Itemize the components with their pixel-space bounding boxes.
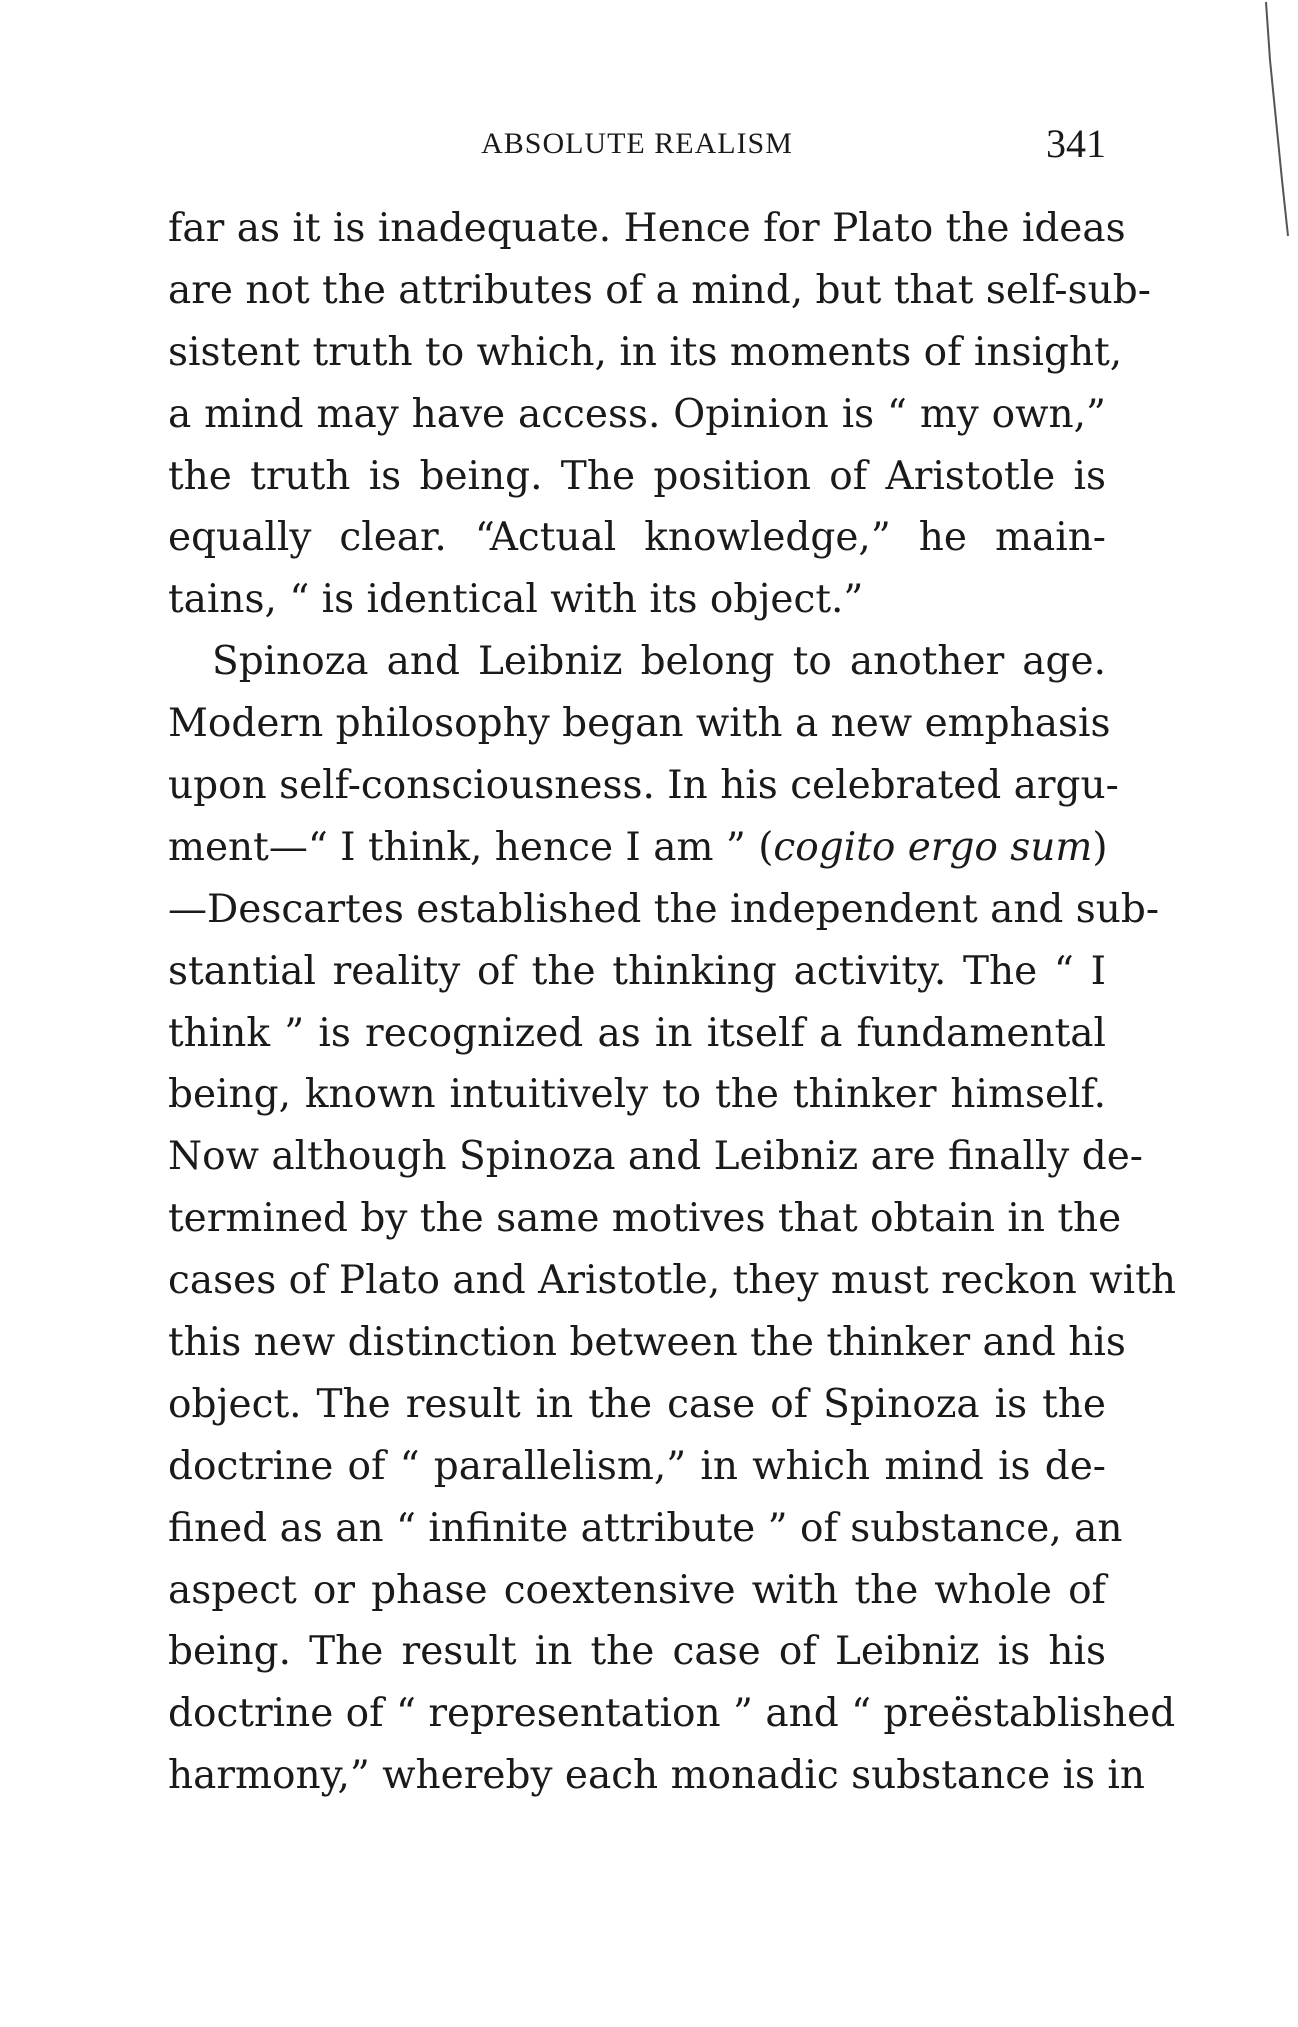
text-line: far as it is inadequate. Hence for Plato the ideas [168, 206, 1126, 251]
text-line: think ” is recognized as in itself a fundamental [168, 1010, 1106, 1056]
page-edge-shadow [1262, 0, 1292, 240]
text-line: aspect or phase coextensive with the whole of [168, 1567, 1106, 1613]
page-number: 341 [1046, 121, 1106, 166]
text-line: —Descartes established the independent and sub- [168, 886, 1160, 932]
text-line: sistent truth to which, in its moments of insight, [168, 329, 1123, 375]
text-line: this new distinction between the thinker and his [168, 1320, 1126, 1366]
text-line: upon self-consciousness. In his celebrated argu- [168, 763, 1119, 809]
text-line: doctrine of “ parallelism,” in which mind is de- [168, 1443, 1106, 1489]
text-line: a mind may have access. Opinion is “ my own,” [168, 391, 1106, 437]
text-segment: ) [1092, 824, 1108, 870]
text-line: doctrine of “ representation ” and “ preëstablished [168, 1691, 1176, 1737]
text-line-paragraph-end: tains, “ is identical with its object.” [168, 577, 864, 623]
text-line: being. The result in the case of Leibniz is his [168, 1629, 1106, 1675]
body-text [168, 198, 1176, 1807]
text-line: cases of Plato and Aristotle, they must reckon with [168, 1258, 1176, 1304]
text-line: are not the attributes of a mind, but that self-sub- [168, 267, 1151, 313]
text-line: harmony,” whereby each monadic substance is in [168, 1753, 1146, 1799]
text-line: fined as an “ infinite attribute ” of substance, an [168, 1505, 1123, 1551]
text-line: Now although Spinoza and Leibniz are finally de- [168, 1134, 1143, 1180]
text-line: being, known intuitively to the thinker himself. [168, 1072, 1106, 1118]
text-line: object. The result in the case of Spinoza is the [168, 1381, 1106, 1427]
text-line: equally clear. “Actual knowledge,” he main- [168, 515, 1106, 561]
text-line-paragraph-start: Spinoza and Leibniz belong to another age. [212, 639, 1106, 685]
text-line-with-italic [168, 817, 1106, 879]
running-head [168, 118, 1106, 170]
text-segment: ment—“ I think, hence I am ” ( [168, 824, 774, 870]
text-line: the truth is being. The position of Aristotle is [168, 453, 1106, 499]
running-head-title: ABSOLUTE REALISM [481, 127, 793, 160]
text-line: Modern philosophy began with a new emphasis [168, 701, 1111, 747]
text-line: termined by the same motives that obtain in the [168, 1196, 1122, 1242]
latin-phrase: cogito ergo sum [773, 824, 1093, 870]
text-line: stantial reality of the thinking activity. The “ I [168, 948, 1106, 994]
